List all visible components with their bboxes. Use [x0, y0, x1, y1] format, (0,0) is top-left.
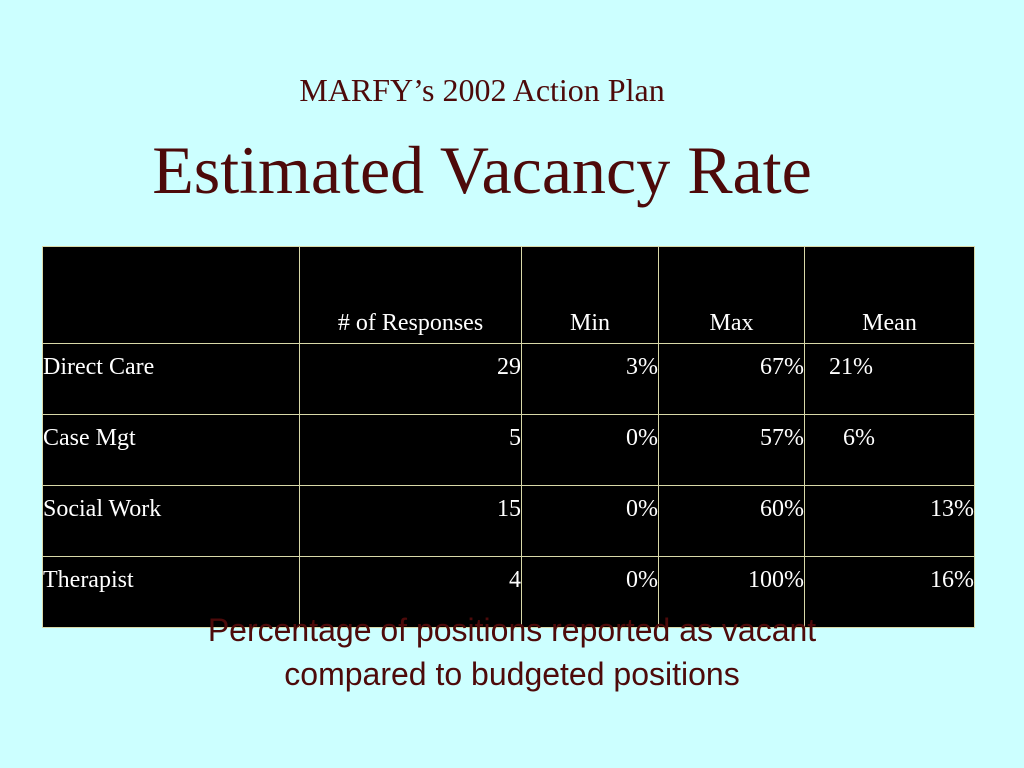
responses-cell: 5 [300, 415, 522, 486]
min-cell: 0% [522, 415, 659, 486]
max-cell: 60% [659, 486, 805, 557]
mean-cell: 16% [805, 557, 975, 628]
header-cell-empty [43, 247, 300, 344]
row-label: Therapist [43, 557, 300, 628]
row-label: Direct Care [43, 344, 300, 415]
min-cell: 3% [522, 344, 659, 415]
table-row [43, 344, 975, 415]
min-cell: 0% [522, 486, 659, 557]
vacancy-table-container [42, 246, 975, 628]
header-cell-max: Max [659, 247, 805, 344]
caption-line-1: Percentage of positions reported as vacant [207, 612, 817, 648]
table-row [43, 415, 975, 486]
slide-subtitle: MARFY’s 2002 Action Plan [299, 72, 665, 108]
caption-line-2: compared to budgeted positions [284, 656, 740, 692]
max-cell: 67% [659, 344, 805, 415]
vacancy-rate-table [42, 246, 975, 628]
responses-cell: 15 [300, 486, 522, 557]
mean-cell: 6% [805, 415, 975, 486]
mean-cell: 13% [805, 486, 975, 557]
mean-cell: 21% [805, 344, 975, 415]
min-cell: 0% [522, 557, 659, 628]
slide-caption [0, 608, 1024, 696]
row-label: Social Work [43, 486, 300, 557]
row-label: Case Mgt [43, 415, 300, 486]
table-header-row [43, 247, 975, 344]
max-cell: 100% [659, 557, 805, 628]
table-row [43, 486, 975, 557]
responses-cell: 4 [300, 557, 522, 628]
header-cell-mean: Mean [805, 247, 975, 344]
slide-title: Estimated Vacancy Rate [152, 132, 812, 208]
header-cell-min: Min [522, 247, 659, 344]
header-cell-responses: # of Responses [300, 247, 522, 344]
max-cell: 57% [659, 415, 805, 486]
responses-cell: 29 [300, 344, 522, 415]
